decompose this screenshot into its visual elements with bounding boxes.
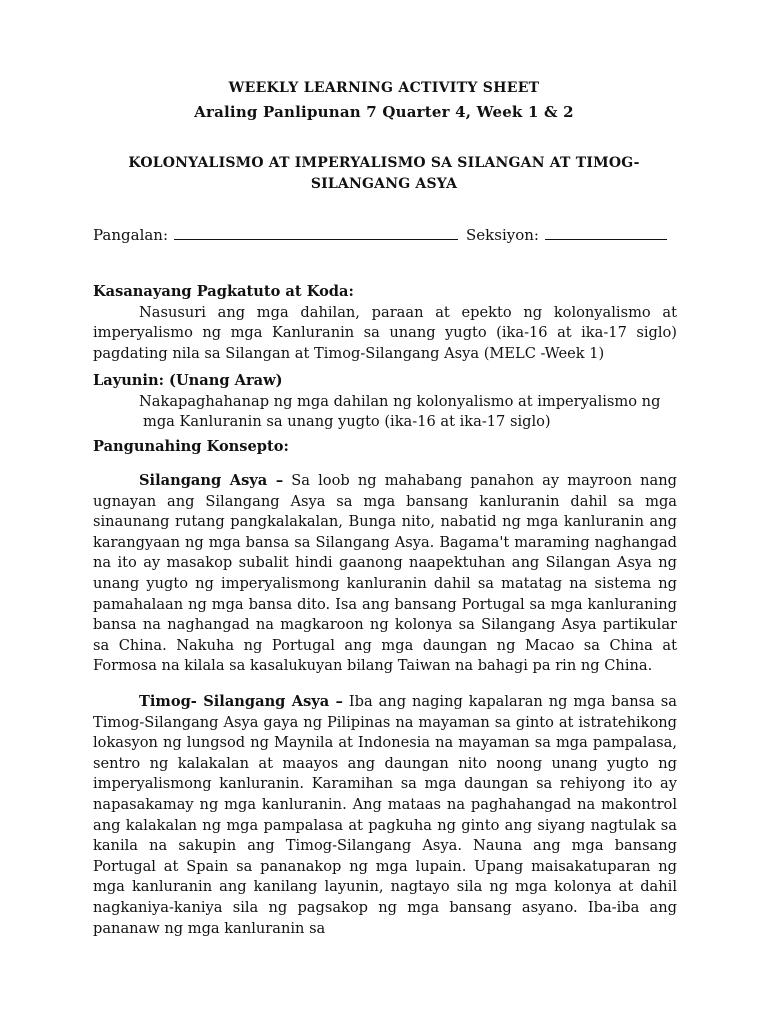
objective-line-1: Nakapaghahanap ng mga dahilan ng kolonyalismo at imperyalismo ng <box>139 392 661 410</box>
paragraph-text-east-asia: Sa loob ng mahabang panahon ay mayroon nang ugnayan ang Silangang Asya sa mga bansang kanluranin dahil sa mga sinaunang rutang pangkalakalan, Bunga nito, nabatid ng mga kanluranin ang karangyaan ng mga bansa sa Silangang Asya. Bagama't maraming naghangad na ito ay masakop subalit hindi gaanong naapektuhan ang Silangan Asya ng unang yugto ng imperyalismong kanluranin dahil sa matatag na sistema ng pamahalaan ng mga bansa dito. Isa ang bansang Portugal sa mga kanluraning bansa na naghangad na magkaroon ng kolonya sa Silangang Asya partikular sa China. Nakuha ng Portugal ang mga daungan ng Macao sa China at Formosa na kilala sa kasalukuyan bilang Taiwan na bahagi pa rin ng China. <box>93 472 677 675</box>
paragraph-east-asia <box>93 471 677 677</box>
objective-section <box>93 371 677 433</box>
name-label: Pangalan: <box>93 226 169 244</box>
paragraph-text-southeast-asia: Iba ang naging kapalaran ng mga bansa sa Timog-Silangang Asya gaya ng Pilipinas na mayaman sa ginto at istratehikong lokasyon ng lungsod ng Maynila at Indonesia na mayaman sa mga pampalasa, sentro ng kalakalan at maayos ang daungan nito noong unang yugto ng imperyalismong kanluranin. Karamihan sa mga daungan sa rehiyong ito ay napasakamay ng mga kanluranin. Ang mataas na paghahangad na makontrol ang kalakalan ng mga pampalasa at pagkuha ng ginto ang siyang nagtulak sa kanila na sakupin ang Timog-Silangang Asya. Nauna ang mga bansang Portugal at Spain sa pananakop ng mga lupain. Upang maisakatuparan ng mga kanluranin ang kanilang layunin, nagtayo sila ng mga kolonya at dahil nagkaniya-kaniya sila ng pagsakop ng mga bansang asyano. Iba-iba ang pananaw ng mga kanluranin sa <box>93 693 677 937</box>
section-field[interactable] <box>545 225 667 240</box>
competency-section <box>93 282 677 364</box>
objective-heading: Layunin: (Unang Araw) <box>93 372 283 389</box>
competency-text: Nasusuri ang mga dahilan, paraan at epekto ng kolonyalismo at imperyalismo ng mga Kanluranin sa unang yugto (ika-16 at ika-17 siglo) pagdating nila sa Silangan at Timog-Silangang Asya (MELC -Week 1) <box>93 303 677 362</box>
name-field[interactable] <box>174 225 458 240</box>
topic-title-line-2: SILANGANG ASYA <box>310 176 458 192</box>
concept-heading: Pangunahing Konsepto: <box>93 438 289 455</box>
student-info-form <box>93 225 667 244</box>
topic-title <box>0 153 768 195</box>
paragraph-lead-southeast-asia: Timog- Silangang Asya – <box>139 693 343 710</box>
paragraph-southeast-asia <box>93 692 677 939</box>
competency-heading: Kasanayang Pagkatuto at Koda: <box>93 283 354 300</box>
section-label: Seksiyon: <box>466 226 539 244</box>
concept-heading-block <box>93 437 677 458</box>
paragraph-lead-east-asia: Silangang Asya – <box>139 472 284 489</box>
topic-title-line-1: KOLONYALISMO AT IMPERYALISMO SA SILANGAN AT TIMOG- <box>128 155 640 171</box>
objective-line-2: mga Kanluranin sa unang yugto (ika-16 at ika-17 siglo) <box>143 413 551 431</box>
sheet-subtitle: Araling Panlipunan 7 Quarter 4, Week 1 & 2 <box>194 103 574 121</box>
sheet-title: WEEKLY LEARNING ACTIVITY SHEET <box>228 80 540 96</box>
